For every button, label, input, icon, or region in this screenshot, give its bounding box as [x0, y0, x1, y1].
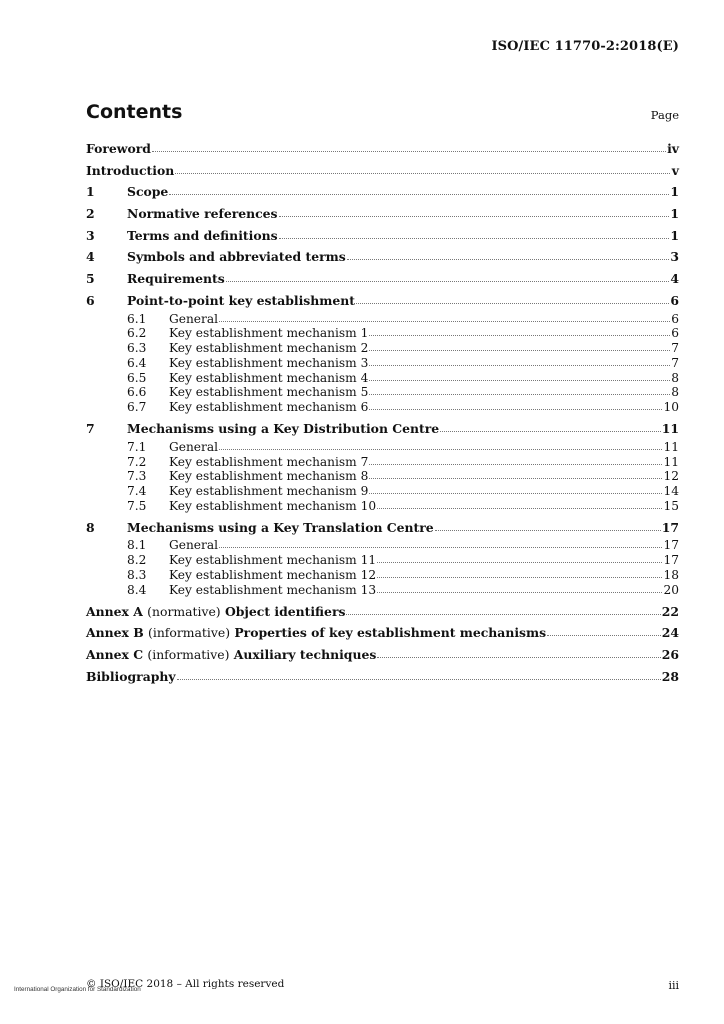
toc-entry[interactable]: [86, 666, 679, 688]
toc-subentry-number: 7.2: [127, 454, 147, 469]
toc-subentry-page: 8: [671, 385, 679, 400]
toc-subentry[interactable]: [86, 356, 679, 371]
dot-leader: [369, 379, 670, 381]
annex-title: Properties of key establishment mechanisms: [234, 625, 547, 641]
dot-leader: [377, 656, 660, 658]
toc-entry-page: 3: [670, 249, 679, 265]
toc-subentry-title: Key establishment mechanism 11: [169, 553, 377, 568]
toc-subentry-page: 18: [663, 568, 679, 583]
annex-label: Annex B: [86, 625, 144, 641]
dot-leader: [369, 364, 670, 366]
toc-entry-number: 4: [86, 249, 95, 265]
dot-leader: [435, 529, 661, 531]
dot-leader: [377, 576, 662, 578]
dot-leader: [377, 591, 662, 593]
document-id: ISO/IEC 11770-2:2018(E): [491, 39, 679, 54]
toc-subentry[interactable]: [86, 499, 679, 514]
toc-entry[interactable]: [86, 203, 679, 225]
toc-subentry[interactable]: [86, 371, 679, 386]
toc-entry[interactable]: [86, 622, 679, 644]
toc-subentry-title: Key establishment mechanism 5: [169, 385, 369, 400]
toc-entry-title: Symbols and abbreviated terms: [127, 249, 346, 265]
toc-subentry-number: 8.4: [127, 582, 147, 597]
toc-subentry-number: 8.1: [127, 538, 147, 553]
dot-leader: [152, 150, 666, 152]
toc-subentry[interactable]: [86, 326, 679, 341]
toc-entry-title: [86, 622, 546, 644]
dot-leader: [377, 507, 662, 509]
toc-subentry-title: General: [169, 439, 218, 454]
toc-subentry-number: 6.7: [127, 400, 147, 415]
toc-subentry-page: 15: [663, 498, 679, 513]
organization-watermark: International Organization for Standardization: [14, 986, 141, 993]
annex-label: Annex A: [86, 603, 143, 619]
toc-entry-title: [86, 644, 376, 666]
toc-entry[interactable]: [86, 418, 679, 440]
toc-entry[interactable]: [86, 290, 679, 312]
toc-subentry-title: Key establishment mechanism 1: [169, 326, 369, 341]
page-column-label: Page: [650, 108, 679, 122]
dot-leader: [369, 408, 662, 410]
toc-subentry-page: 11: [663, 439, 679, 454]
toc-entry-page: 22: [661, 603, 679, 619]
dot-leader: [369, 334, 670, 336]
toc-entry-number: 1: [86, 184, 95, 200]
toc-subentry-page: 7: [671, 341, 679, 356]
toc-subentry-page: 11: [663, 454, 679, 469]
toc-subentry-title: Key establishment mechanism 13: [169, 582, 377, 597]
toc-subentry-page: 8: [671, 370, 679, 385]
toc-subentry-number: 6.6: [127, 385, 147, 400]
toc-subentry[interactable]: [86, 553, 679, 568]
toc-subentry-page: 7: [671, 355, 679, 370]
toc-subentry[interactable]: [86, 455, 679, 470]
toc-entry-title: Introduction: [86, 162, 175, 178]
toc-subentry-title: Key establishment mechanism 2: [169, 341, 369, 356]
toc-subentry-page: 6: [671, 311, 679, 326]
toc-subentry-title: Key establishment mechanism 10: [169, 498, 377, 513]
toc-subentry-title: Key establishment mechanism 4: [169, 370, 369, 385]
dot-leader: [279, 237, 670, 239]
toc-entry-page: 1: [670, 227, 679, 243]
dot-leader: [440, 430, 661, 432]
dot-leader: [369, 492, 662, 494]
dot-leader: [547, 634, 661, 636]
toc-entry-number: 6: [86, 292, 95, 308]
toc-entry-page: 26: [661, 647, 679, 662]
toc-subentry-number: 7.4: [127, 484, 147, 499]
toc-entry[interactable]: [86, 138, 679, 160]
dot-leader: [347, 258, 670, 260]
toc-subentry-number: 8.2: [127, 553, 147, 568]
toc-entry-number: 5: [86, 271, 95, 287]
toc-subentry-page: 14: [663, 484, 679, 499]
toc-entry-title: Requirements: [127, 271, 225, 287]
toc-entry-title: Scope: [127, 184, 169, 200]
toc-entry-title: Point-to-point key establishment: [127, 292, 356, 308]
toc-subentry[interactable]: [86, 400, 679, 415]
annex-type: (informative): [147, 647, 230, 662]
toc-subentry-number: 6.3: [127, 341, 147, 356]
toc-subentry-page: 12: [663, 469, 679, 484]
toc-entry-title: Bibliography: [86, 668, 176, 684]
dot-leader: [279, 215, 670, 217]
dot-leader: [346, 613, 660, 615]
toc-subentry-title: Key establishment mechanism 6: [169, 400, 369, 415]
toc-entry-page: 6: [670, 292, 679, 308]
toc-subentry-number: 7.3: [127, 469, 147, 484]
dot-leader: [226, 280, 670, 282]
toc-entry-page: 11: [661, 421, 679, 437]
toc-subentry-number: 6.5: [127, 370, 147, 385]
toc-subentry[interactable]: [86, 341, 679, 356]
toc-subentry-number: 7.1: [127, 439, 147, 454]
annex-title: Auxiliary techniques: [233, 647, 377, 662]
toc-subentry-page: 17: [663, 538, 679, 553]
toc-entry[interactable]: [86, 644, 679, 666]
annex-title: Object identifiers: [224, 603, 346, 619]
toc-subentry[interactable]: [86, 385, 679, 400]
toc-subentry-page: 10: [663, 400, 679, 415]
toc-entry-number: 2: [86, 206, 95, 222]
annex-type: (normative): [147, 603, 221, 619]
contents-heading: Contents: [86, 101, 183, 123]
copyright-notice: © ISO/IEC 2018 – All rights reserved: [86, 978, 285, 990]
page-number: iii: [668, 979, 679, 992]
dot-leader: [169, 193, 669, 195]
toc-subentry[interactable]: [86, 440, 679, 455]
toc-entry-number: 7: [86, 421, 95, 437]
dot-leader: [175, 172, 670, 174]
dot-leader: [356, 302, 669, 304]
toc-entry-page: 1: [670, 206, 679, 222]
toc-entry-title: Terms and definitions: [127, 227, 278, 243]
annex-label: Annex C: [86, 647, 144, 662]
dot-leader: [177, 678, 661, 680]
toc-entry[interactable]: [86, 225, 679, 247]
toc-subentry-number: 6.4: [127, 355, 147, 370]
dot-leader: [369, 393, 670, 395]
toc-subentry-page: 20: [663, 582, 679, 597]
toc-entry-title: [86, 601, 345, 623]
toc-subentry[interactable]: [86, 538, 679, 553]
dot-leader: [219, 320, 670, 322]
toc-entry[interactable]: [86, 160, 679, 182]
dot-leader: [219, 448, 662, 450]
toc-entry-title: Mechanisms using a Key Distribution Centre: [127, 421, 440, 437]
toc-entry-page: iv: [667, 141, 679, 156]
toc-entry-number: 8: [86, 519, 95, 535]
toc-subentry-number: 6.1: [127, 311, 147, 326]
toc-subentry[interactable]: [86, 583, 679, 598]
toc-subentry-title: Key establishment mechanism 9: [169, 484, 369, 499]
toc-entry-number: 3: [86, 227, 95, 243]
toc-subentry-number: 8.3: [127, 568, 147, 583]
toc-entry-page: v: [671, 162, 679, 178]
toc-subentry-number: 7.5: [127, 498, 147, 513]
toc-entry[interactable]: [86, 181, 679, 203]
table-of-contents: [86, 138, 679, 687]
toc-subentry-title: Key establishment mechanism 8: [169, 469, 369, 484]
toc-entry-page: 28: [661, 668, 679, 684]
toc-entry[interactable]: [86, 268, 679, 290]
dot-leader: [219, 546, 662, 548]
toc-entry-title: Mechanisms using a Key Translation Centre: [127, 519, 434, 535]
dot-leader: [377, 561, 662, 563]
toc-subentry-title: Key establishment mechanism 12: [169, 568, 377, 583]
toc-entry[interactable]: [86, 246, 679, 268]
toc-entry-page: 17: [661, 519, 679, 535]
dot-leader: [369, 463, 662, 465]
toc-subentry-title: General: [169, 311, 218, 326]
annex-type: (informative): [148, 625, 231, 641]
toc-entry-page: 4: [670, 271, 679, 287]
toc-subentry-page: 17: [663, 553, 679, 568]
toc-subentry-number: 6.2: [127, 326, 147, 341]
dot-leader: [369, 477, 662, 479]
toc-subentry[interactable]: [86, 484, 679, 499]
toc-entry-page: 1: [670, 184, 679, 200]
toc-subentry-page: 6: [671, 326, 679, 341]
toc-entry[interactable]: [86, 601, 679, 623]
toc-entry-title: Normative references: [127, 206, 278, 222]
toc-subentry-title: Key establishment mechanism 3: [169, 355, 369, 370]
toc-entry[interactable]: [86, 517, 679, 539]
dot-leader: [369, 349, 670, 351]
toc-subentry[interactable]: [86, 469, 679, 484]
toc-subentry-title: General: [169, 538, 218, 553]
toc-entry-page: 24: [661, 625, 679, 641]
toc-subentry[interactable]: [86, 568, 679, 583]
toc-entry-title: Foreword: [86, 141, 151, 156]
toc-subentry[interactable]: [86, 312, 679, 327]
toc-subentry-title: Key establishment mechanism 7: [169, 454, 369, 469]
